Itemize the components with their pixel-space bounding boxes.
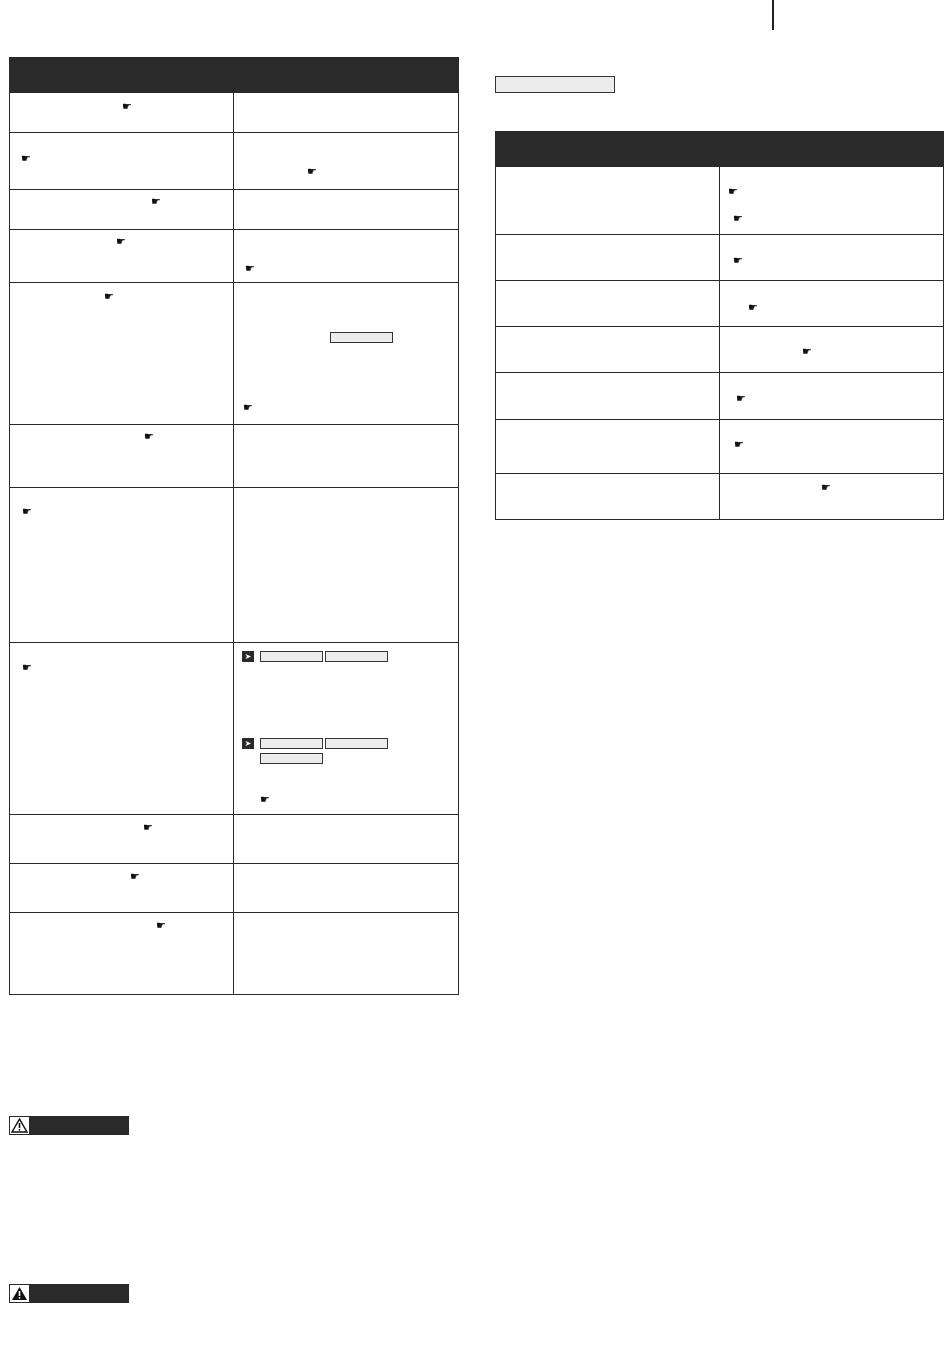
table-row [10,864,459,913]
table-cell [234,230,459,283]
table-row [10,93,459,133]
table-cell [234,190,459,230]
table-cell [10,93,234,133]
warning-label [30,1116,36,1135]
table-cell [234,283,459,425]
table-cell [10,643,234,815]
pointing-hand-icon: ☛ [116,236,126,248]
pointing-hand-icon: ☛ [21,153,31,165]
table-row [496,420,944,474]
table-cell [496,420,720,474]
page-edge-rule [772,0,774,30]
table-cell [10,133,234,190]
pointing-hand-icon: ☛ [104,291,114,303]
table-cell [496,373,720,420]
table-cell [10,283,234,425]
pointing-hand-icon: ☛ [307,166,317,178]
troubleshooting-table-right [495,131,944,520]
table-cell [10,815,234,864]
key-button[interactable] [330,332,393,343]
caution-label [30,1284,36,1303]
table-row [496,327,944,373]
key-button[interactable] [260,651,323,662]
pointing-hand-icon: ☛ [802,346,812,358]
warning-banner [9,1116,129,1135]
table-cell [10,230,234,283]
pointing-hand-icon: ☛ [151,196,161,208]
table-row [10,283,459,425]
table-row [496,235,944,281]
table-row [496,373,944,420]
table-header-cell [234,58,459,93]
table-cell [10,864,234,913]
pointing-hand-icon: ☛ [748,302,758,314]
table-cell [720,474,944,520]
table-row [10,230,459,283]
table-row [496,167,944,235]
table-cell [10,425,234,488]
table-cell [234,913,459,995]
table-cell [496,281,720,327]
pointing-hand-icon: ☛ [260,794,270,806]
section-key-button[interactable] [495,76,615,93]
pointing-hand-icon: ☛ [734,439,744,451]
table-cell [234,93,459,133]
table-cell [234,864,459,913]
pointing-hand-icon: ☛ [821,482,831,494]
table-row [496,474,944,520]
pointing-hand-icon: ☛ [243,402,253,414]
pointing-hand-icon: ☛ [144,431,154,443]
table-cell [234,488,459,643]
table-row [10,133,459,190]
table-row [10,190,459,230]
key-button[interactable] [260,738,323,749]
pointing-hand-icon: ☛ [22,662,32,674]
table-cell [234,133,459,190]
pointing-hand-icon: ☛ [22,506,32,518]
pointing-hand-icon: ☛ [143,822,153,834]
table-row [10,488,459,643]
table-cell [234,815,459,864]
key-button[interactable] [260,753,323,764]
pointing-hand-icon: ☛ [733,255,743,267]
table-cell [720,235,944,281]
table-cell [720,281,944,327]
pointing-hand-icon: ☛ [728,186,738,198]
arrow-right-icon: ➤ [242,651,254,662]
table-row [10,425,459,488]
table-header-cell [720,132,944,167]
table-cell [10,190,234,230]
pointing-hand-icon: ☛ [156,920,166,932]
arrow-right-icon: ➤ [242,738,254,749]
pointing-hand-icon: ☛ [130,871,140,883]
caution-banner [9,1284,129,1303]
table-cell [496,167,720,235]
pointing-hand-icon: ☛ [122,101,132,113]
table-cell [496,327,720,373]
table-cell [10,488,234,643]
pointing-hand-icon: ☛ [733,213,743,225]
warning-triangle-icon [9,1116,30,1135]
pointing-hand-icon: ☛ [245,263,255,275]
pointing-hand-icon: ☛ [736,393,746,405]
table-cell [720,167,944,235]
table-cell [720,420,944,474]
key-button[interactable] [325,651,388,662]
table-row [10,815,459,864]
table-cell [496,474,720,520]
troubleshooting-table-left [9,57,459,995]
table-row [10,913,459,995]
table-cell [496,235,720,281]
table-row [496,281,944,327]
table-header-cell [496,132,720,167]
table-cell [720,373,944,420]
table-cell [234,643,459,815]
table-header-cell [10,58,234,93]
table-cell [234,425,459,488]
table-cell [720,327,944,373]
table-row [10,643,459,815]
table-cell [10,913,234,995]
key-button[interactable] [325,738,388,749]
warning-triangle-icon [9,1284,30,1303]
